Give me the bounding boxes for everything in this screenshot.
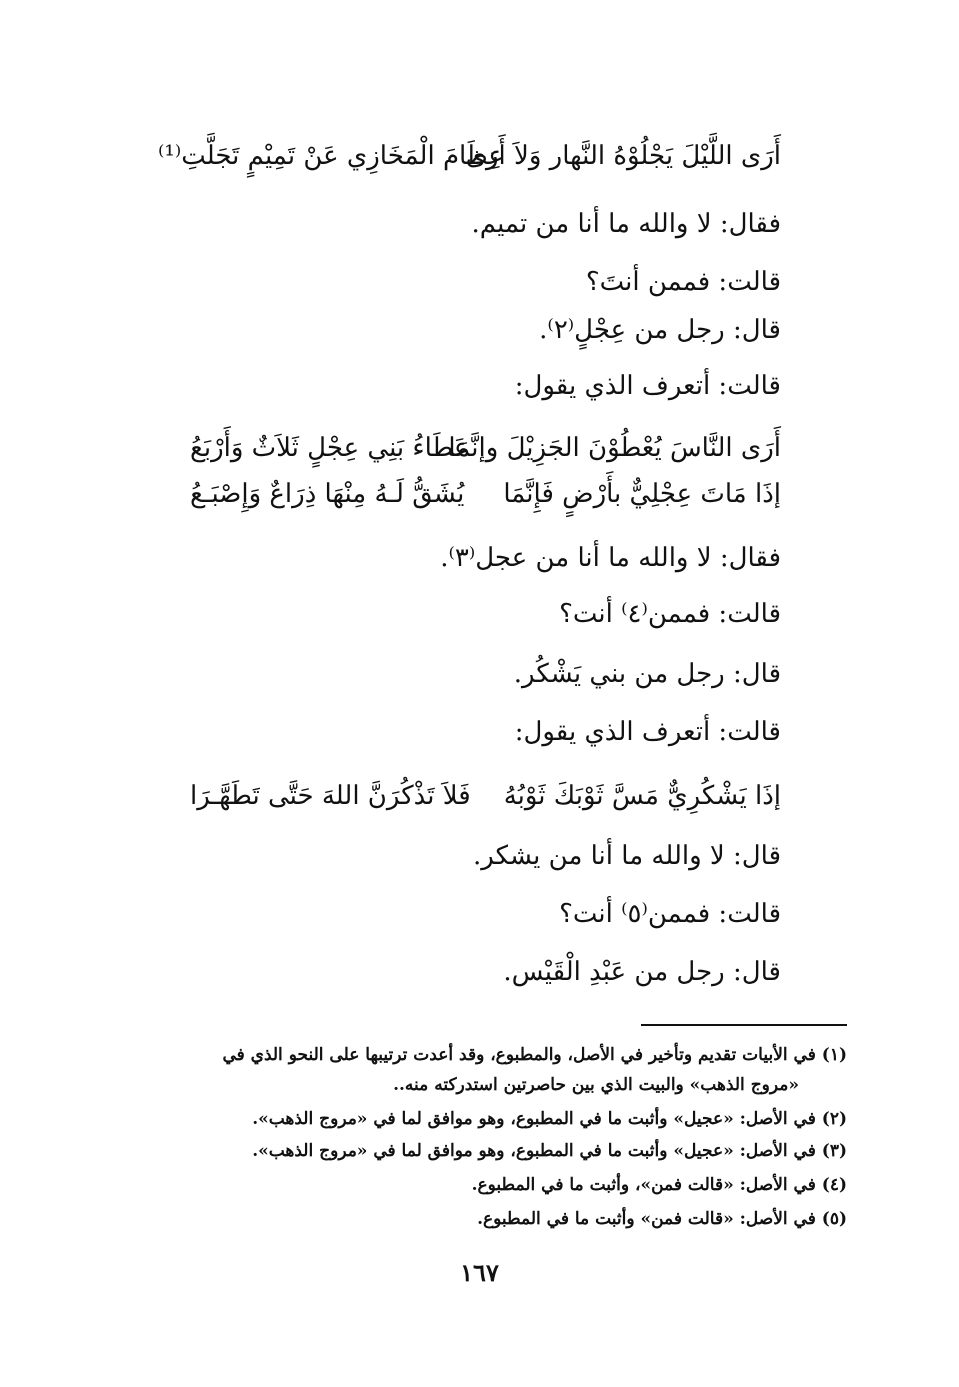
dialogue-line: فقال: لا والله ما أنا من عجل⁽٣⁾. bbox=[440, 543, 781, 573]
dialogue-line: قالت: فممن⁽٤⁾ أنت؟ bbox=[559, 599, 781, 629]
verse-1-second-hemistich: عِظَامَ الْمَخَازِي عَنْ تَمِيْمٍ تَجَلَّتِ⁽¹⁾ bbox=[158, 141, 504, 171]
verse-4-first-hemistich: إذَا يَشْكُرِيٌّ مَسَّ ثَوْبَكَ ثَوْبُهُ bbox=[503, 781, 781, 811]
dialogue-line: قال: لا والله ما أنا من يشكر. bbox=[472, 841, 781, 871]
dialogue-line: قالت: أتعرف الذي يقول: bbox=[514, 371, 781, 401]
footnote-1-continuation: «مروج الذهب» والبيت الذي بين حاصرتين استدركته منه.. bbox=[393, 1075, 799, 1095]
page-number: ١٦٧ bbox=[460, 1258, 499, 1287]
verse-3-second-hemistich: يُشَقُّ لَـهُ مِنْهَا ذِرَاعٌ وَإِصْبَـعُ bbox=[190, 479, 465, 509]
verse-3-first-hemistich: إذَا مَاتَ عِجْلِيٌّ بأَرْضٍ فَإِنَّمَا bbox=[503, 479, 781, 509]
dialogue-line: قال: رجل من عَبْدِ الْقَيْس. bbox=[503, 957, 781, 987]
verse-1-first-hemistich: أَرَى اللَّيْلَ يَجْلُوْهُ النَّهار وَلاَ أَرَى bbox=[465, 141, 781, 171]
footnote-separator bbox=[641, 1024, 847, 1026]
dialogue-line: قال: رجل من عِجْلٍ⁽٢⁾. bbox=[539, 315, 781, 345]
footnote-1: (١) في الأبيات تقديم وتأخير في الأصل، والمطبوع، وقد أعدت ترتيبها على النحو الذي في bbox=[222, 1045, 847, 1065]
footnote-3: (٣) في الأصل: «عجيل» وأثبت ما في المطبوع، وهو موافق لما في «مروج الذهب». bbox=[252, 1141, 847, 1161]
verse-2-second-hemistich: عَطَاءُ بَنِي عِجْلٍ ثَلاَثٌ وَأَرْبَعُ bbox=[190, 433, 470, 463]
verse-2-first-hemistich: أَرَى النَّاسَ يُعْطُوْنَ الجَزِيْلَ وإنَّمَا bbox=[448, 433, 781, 463]
dialogue-line: قال: رجل من بني يَشْكُر. bbox=[513, 659, 781, 689]
footnote-2: (٢) في الأصل: «عجيل» وأثبت ما في المطبوع، وهو موافق لما في «مروج الذهب». bbox=[252, 1109, 847, 1129]
dialogue-line: قالت: أتعرف الذي يقول: bbox=[514, 717, 781, 747]
verse-4-second-hemistich: فَلاَ تَذْكُرَنَّ اللهَ حَتَّى تَطَهَّـرَا bbox=[190, 781, 471, 811]
footnote-5: (٥) في الأصل: «قالت فمن» وأثبت ما في المطبوع. bbox=[477, 1209, 847, 1229]
footnote-4: (٤) في الأصل: «قالت فمن»، وأثبت ما في المطبوع. bbox=[471, 1175, 847, 1195]
dialogue-line: فقال: لا والله ما أنا من تميم. bbox=[471, 209, 781, 239]
dialogue-line: قالت: فممن⁽٥⁾ أنت؟ bbox=[559, 899, 781, 929]
dialogue-line: قالت: فممن أنتَ؟ bbox=[585, 267, 781, 297]
